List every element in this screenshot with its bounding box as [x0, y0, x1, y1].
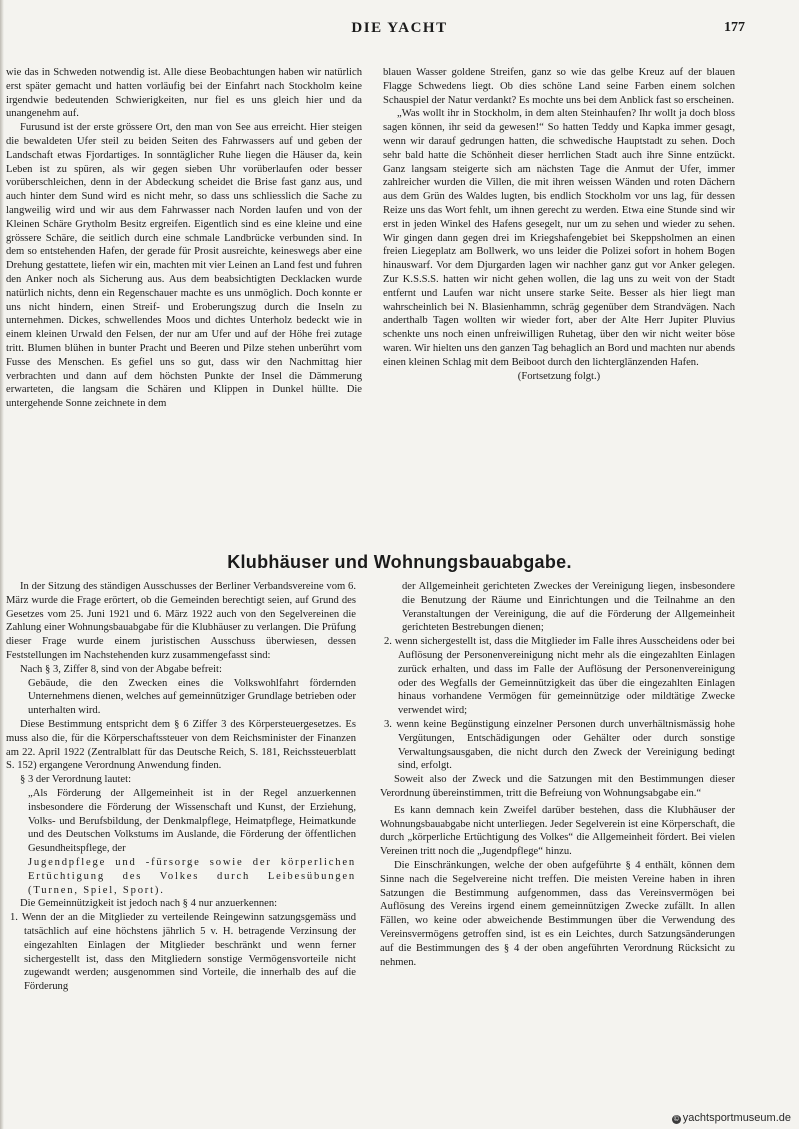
watermark-text: yachtsportmuseum.de: [682, 1112, 791, 1124]
paragraph: Die Gemeinnützigkeit ist jedoch nach § 4 nur anzuerkennen:: [20, 898, 278, 910]
copyright-icon: ©: [673, 1116, 679, 1123]
paragraph: Es kann demnach kein Zweifel darüber bestehen, dass die Klubhäuser der Wohnungsbauabgabe nicht unterliegen. Jeder Segelverein ist eine Körperschaft, die durch „körperliche Ertüchtigung des Volkes“ die Allgemeinheit fördert. Bei vielen Vereinen tritt noch die „Jugendpflege“ hinzu.: [380, 804, 735, 858]
article-a-right-column: [383, 66, 735, 530]
paragraph: § 3 der Verordnung lautet:: [20, 774, 132, 786]
list-item: 3. wenn keine Begünstigung einzelner Personen durch unverhältnismässig hohe Vergütungen, Entschädigungen oder Gehälter oder durch sonstige Verwaltungsausgaben, die nicht durch den Zweck der Vereinigung bedingt sind, erfolgt.: [384, 718, 735, 772]
list-item: 1. Wenn der an die Mitglieder zu verteilende Reingewinn satzungsgemäss und tatsächlich auf eine höchstens jährlich 5 v. H. betragende Verzinsung der eingezahlten Einlagen der Mitglieder beschränkt und wenn ferner sichergestellt ist, dass den Mitgliedern sonstige Vermögensvorteile nicht zugewandt werden; ausgenommen sind Vorteile, die innerhalb des auf die Förderung: [10, 912, 356, 993]
paragraph: blauen Wasser goldene Streifen, ganz so wie das gelbe Kreuz auf der blauen Flagge Schwedens liegt. Ob dies schöne Land seine Farben einem solchen Schauspiel der Natur verdankt? Es mochte uns bei dem Anblick fast so erscheinen.: [383, 67, 735, 106]
page-number: 177: [724, 20, 745, 35]
paragraph: In der Sitzung des ständigen Ausschusses der Berliner Verbandsvereine vom 6. März wurde die Frage erörtert, ob die Gemeinden berechtigt seien, auf Grund des Gesetzes vom 25. Juni 1921 und 6. März 1922 auch von den Segelvereinen die Zahlung einer Wohnungsbauabgabe für die Klubhäuser zu verlangen. Die Prüfung dieser Frage wurde einem juristischen Ausschuss überwiesen, dessen Feststellungen im Nachstehenden kurz zusammengefasst sind:: [6, 581, 356, 661]
paragraph: Furusund ist der erste grössere Ort, den man von See aus erreicht. Hier steigen die bewaldeten Ufer steil zu beiden Seiten des Fahrwassers auf und geben der Landschaft etwas Fjordartiges. In sonntäglicher Ruhe liegen die Häuser da, kein Leben ist zu spüren, als wir gegen sieben Uhr vorüberlaufen oder besser vorüberschleichen, denn in der Abdeckung scheidet die Brise fast ganz aus, und auch hinter dem Sund wird es nicht mehr, so dass uns schliesslich die Sache zu langweilig wird und wir aus dem Fahrwasser nach Norden laufen und von der Kleinen Schäre Grytholm Besitz ergreifen. Eigentlich sind es eine kleine und eine grössere Schäre, die seitlich durch eine schmale Landbrücke verbunden sind. In dem so entstehenden Hafen, der gerade für Prosit ausreichte, keineswegs aber eine Drehung gestattete, liefen wir ein, machten mit vier Leinen an Land fest und fuhren den Anker noch als Sicherung aus. Aus dem beabsichtigten Decklacken wurde natürlich nichts, denn ein Regenschauer machte es uns unmöglich. Doch konnte er uns nicht hindern, einen Streif- und Eroberungszug durch die Inseln zu unternehmen. Dickes, schwellendes Moos und dichtes Unterholz bedeckt wie in einem kleinen Urwald den Felsen, der nur am Ufer und auf der Höhe frei zutage tritt. Blumen blühen in bunter Pracht und Beeren und Pilze stehen unberührt vom Fusse des Menschen. Es gefiel uns so gut, dass wir den Nachmittag hier verbrachten und dann auf dem höchsten Punkte der Insel die Dämmerung erwarteten, die langsam die Schären und Klippen in Dunkel hüllte. Die untergehende Sonne zeichnete in dem: [6, 122, 362, 410]
masthead: DIE YACHT: [351, 20, 448, 36]
paragraph: Die Einschränkungen, welche der oben aufgeführte § 4 enthält, können dem Sinne nach die Segelvereine nicht treffen. Die meisten Vereine haben in ihren Satzungen die Bestimmung aufgenommen, dass das Vereinsvermögen bei Auflösung des Vereins irgend einem gemeinnützigen Zwecke zufällt. In allen Fällen, wo keine oder abweichende Bestimmungen über die Verwendung des Vereinsvermögens getroffen sind, ist es ein Leichtes, durch Satzungsänderungen auf die Bestimmungen des § 4 der oben angeführten Verordnung Rücksicht zu nehmen.: [380, 859, 735, 968]
quote-paragraph-spaced: Jugendpflege und -fürsorge sowie der körperlichen Ertüchtigung des Volkes durch Leibesübungen (Turnen, Spiel, Sport).: [28, 856, 356, 896]
article-a-left-column: [6, 66, 362, 530]
page-header: [0, 20, 799, 42]
paragraph: Nach § 3, Ziffer 8, sind von der Abgabe befreit:: [20, 663, 222, 675]
quote-paragraph: „Als Förderung der Allgemeinheit ist in der Regel anzuerkennen insbesondere die Förderung der Wissenschaft und Kunst, der Erziehung, Volks- und Berufsbildung, der Denkmalpflege, Heimatpflege, Heimatkunde und des Deutschen Volkstums im Auslande, die Förderung der öffentlichen Gesundheitspflege, der: [28, 787, 356, 855]
quote-paragraph: Gebäude, die den Zwecken eines die Volkswohlfahrt fördernden Unternehmens dienen, welches auf gemeinnütziger Grundlage betrieben oder unterhalten wird.: [28, 677, 356, 717]
paragraph: Soweit also der Zweck und die Satzungen mit den Bestimmungen dieser Verordnung übereinstimmen, tritt die Befreiung von Wohnungsabgabe ein.“: [380, 774, 735, 799]
article-b-right-column: [380, 580, 735, 1120]
paragraph: wie das in Schweden notwendig ist. Alle diese Beobachtungen haben wir natürlich erst später gemacht und hatten vorläufig bei der Einfahrt nach Stockholm keine irgendwie bedeutenden Schwierigkeiten, nur fiel es uns gleich hier und da unangenehm auf.: [6, 67, 362, 120]
continuation-note: (Fortsetzung folgt.): [517, 370, 601, 382]
article-b-left-column: [6, 580, 356, 1120]
paragraph: „Was wollt ihr in Stockholm, in dem alten Steinhaufen? Ihr wollt ja doch bloss sagen können, ihr seid da gewesen!“ So hatten Teddy und Kapka immer gesagt, wenn wir darauf gedrungen hatten, die schwedische Hauptstadt zu sehen. Doch sehr bald hatte die Schönheit dieser herrlichen Stadt auch ihre Sinne entzückt. Ganz langsam steigerte sich am nächsten Tage die Anmut der Ufer, immer zahlreicher wurden die Villen, die mit ihren weissen Wänden und roten Dächern aus dem Grün des Waldes lugten, bis endlich Stockholm vor uns lag, für dessen Reize uns das Wort fehlt, um ihnen gerecht zu werden. Etwa eine Stunde sind wir erst in jeden Winkel des Hafens gesegelt, nur um zu sehen und wieder zu sehen. Wir gingen dann gegen drei im Kriegshafengebiet bei Skeppsholmen an einen freien Liegeplatz am Bollwerk, wo uns leider die Polizei sofort in hohem Bogen hinauswarf. Vor dem Djurgarden lagen wir nachher ganz gut vor Anker gelegen. Zur K.S.S.S. hatten wir nicht gehen wollen, die lag uns zu weit von der Stadt entfernt und Laufen war nicht unsere starke Seite. Besser als hier liegt man wahrscheinlich bei N. Blasienhammn, schräg gegenüber dem Strandvägen. Nach anderthalb Tagen wollten wir wieder fort, aber der Alte Herr Jupiter Pluvius schenkte uns noch einen unfreiwilligen Ruhetag, über den wir nicht weiter böse waren. Wir hielten uns den ganzen Tag behaglich an Bord und machten nur abends einen kleinen Schlag mit dem Beiboot durch den lichterglänzenden Hafen.: [383, 108, 735, 368]
watermark: [672, 1112, 791, 1124]
paragraph: Diese Bestimmung entspricht dem § 6 Ziffer 3 des Körpersteuergesetzes. Es muss also die, für die Körperschaftssteuer von dem Reichsminister der Finanzen am 22. April 1922 (Zentralblatt für das Deutsche Reich, S. 181, Reichssteuerblatt S. 152) ergangene Verordnung Anwendung finden.: [6, 718, 356, 772]
list-item-continuation: der Allgemeinheit gerichteten Zweckes der Vereinigung liegen, insbesondere die Benutzung der Räume und Einrichtungen und die Teilnahme an den Veranstaltungen der Vereinigung, die auf die Förderung der Allgemeinheit gerichteten Bestrebungen dienen;: [402, 581, 735, 634]
article-title: Klubhäuser und Wohnungsbauabgabe.: [227, 552, 572, 572]
list-item: 2. wenn sichergestellt ist, dass die Mitglieder im Falle ihres Ausscheidens oder bei Auflösung der Personenvereinigung nicht mehr als die eingezahlten Einlagen zurück erhalten, und dass im Falle der Auflösung der Personenvereinigung oder des Wegfalls der Gemeinnützigkeit das über die eingezahlten Einlagen hinaus vorhandene Vermögen für gemeinnützige oder mildtätige Zwecke verwendet wird;: [384, 636, 735, 717]
